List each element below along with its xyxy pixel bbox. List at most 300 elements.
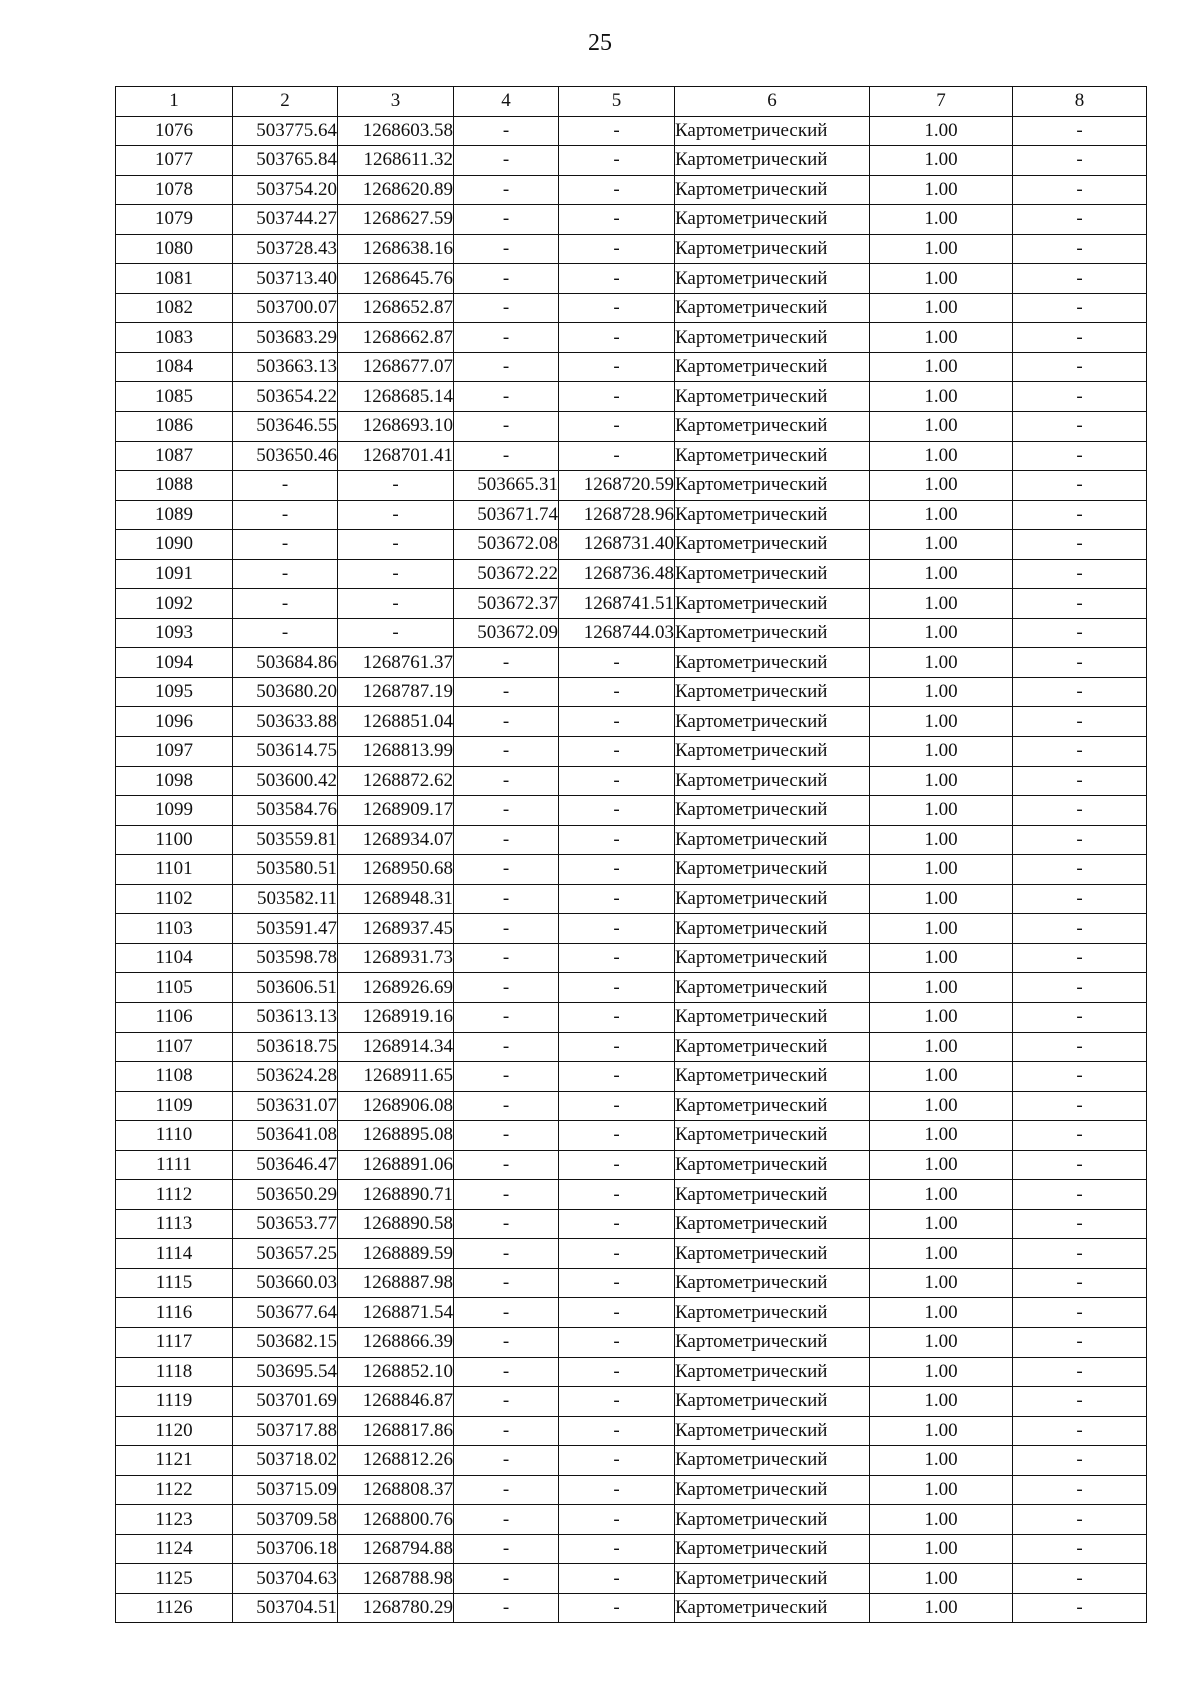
x-coordinate-cell: 503744.27 bbox=[233, 205, 338, 235]
method-cell: Картометрический bbox=[675, 943, 870, 973]
table-row bbox=[116, 796, 1147, 826]
description-cell: - bbox=[1013, 1298, 1147, 1328]
method-cell: Картометрический bbox=[675, 471, 870, 501]
y-coordinate-alt-cell: - bbox=[559, 441, 675, 471]
y-coordinate-cell: 1268794.88 bbox=[338, 1534, 454, 1564]
description-cell: - bbox=[1013, 973, 1147, 1003]
x-coordinate-alt-cell: - bbox=[454, 1505, 559, 1535]
x-coordinate-cell: 503618.75 bbox=[233, 1032, 338, 1062]
description-cell: - bbox=[1013, 884, 1147, 914]
point-number-cell: 1124 bbox=[116, 1534, 233, 1564]
table-row bbox=[116, 648, 1147, 678]
table-row bbox=[116, 707, 1147, 737]
description-cell: - bbox=[1013, 234, 1147, 264]
method-cell: Картометрический bbox=[675, 1327, 870, 1357]
y-coordinate-cell: 1268937.45 bbox=[338, 914, 454, 944]
x-coordinate-cell: 503641.08 bbox=[233, 1121, 338, 1151]
x-coordinate-alt-cell: - bbox=[454, 293, 559, 323]
y-coordinate-cell: 1268788.98 bbox=[338, 1564, 454, 1594]
table-row bbox=[116, 471, 1147, 501]
accuracy-cell: 1.00 bbox=[870, 293, 1013, 323]
table-row bbox=[116, 1209, 1147, 1239]
y-coordinate-cell: - bbox=[338, 559, 454, 589]
description-cell: - bbox=[1013, 1475, 1147, 1505]
method-cell: Картометрический bbox=[675, 1416, 870, 1446]
x-coordinate-alt-cell: - bbox=[454, 175, 559, 205]
table-row bbox=[116, 175, 1147, 205]
table-row bbox=[116, 1564, 1147, 1594]
accuracy-cell: 1.00 bbox=[870, 116, 1013, 146]
x-coordinate-alt-cell: - bbox=[454, 1209, 559, 1239]
y-coordinate-alt-cell: - bbox=[559, 1209, 675, 1239]
column-header: 4 bbox=[454, 87, 559, 117]
y-coordinate-alt-cell: - bbox=[559, 234, 675, 264]
y-coordinate-alt-cell: 1268728.96 bbox=[559, 500, 675, 530]
y-coordinate-cell: 1268846.87 bbox=[338, 1387, 454, 1417]
y-coordinate-alt-cell: - bbox=[559, 1032, 675, 1062]
x-coordinate-alt-cell: - bbox=[454, 1416, 559, 1446]
accuracy-cell: 1.00 bbox=[870, 1357, 1013, 1387]
x-coordinate-alt-cell: - bbox=[454, 1239, 559, 1269]
x-coordinate-alt-cell: - bbox=[454, 855, 559, 885]
x-coordinate-alt-cell: - bbox=[454, 1387, 559, 1417]
point-number-cell: 1109 bbox=[116, 1091, 233, 1121]
y-coordinate-alt-cell: - bbox=[559, 116, 675, 146]
point-number-cell: 1086 bbox=[116, 412, 233, 442]
x-coordinate-cell: 503584.76 bbox=[233, 796, 338, 826]
point-number-cell: 1106 bbox=[116, 1002, 233, 1032]
point-number-cell: 1093 bbox=[116, 618, 233, 648]
x-coordinate-alt-cell: - bbox=[454, 146, 559, 176]
method-cell: Картометрический bbox=[675, 264, 870, 294]
accuracy-cell: 1.00 bbox=[870, 205, 1013, 235]
accuracy-cell: 1.00 bbox=[870, 766, 1013, 796]
x-coordinate-cell: 503754.20 bbox=[233, 175, 338, 205]
x-coordinate-alt-cell: - bbox=[454, 1180, 559, 1210]
y-coordinate-cell: 1268911.65 bbox=[338, 1062, 454, 1092]
y-coordinate-cell: - bbox=[338, 471, 454, 501]
method-cell: Картометрический bbox=[675, 116, 870, 146]
point-number-cell: 1120 bbox=[116, 1416, 233, 1446]
y-coordinate-cell: 1268603.58 bbox=[338, 116, 454, 146]
y-coordinate-cell: 1268851.04 bbox=[338, 707, 454, 737]
page-number: 25 bbox=[588, 30, 612, 56]
point-number-cell: 1121 bbox=[116, 1446, 233, 1476]
x-coordinate-alt-cell: - bbox=[454, 1327, 559, 1357]
accuracy-cell: 1.00 bbox=[870, 825, 1013, 855]
accuracy-cell: 1.00 bbox=[870, 382, 1013, 412]
x-coordinate-cell: 503680.20 bbox=[233, 677, 338, 707]
description-cell: - bbox=[1013, 1446, 1147, 1476]
table-row bbox=[116, 1387, 1147, 1417]
description-cell: - bbox=[1013, 1387, 1147, 1417]
x-coordinate-cell: 503706.18 bbox=[233, 1534, 338, 1564]
accuracy-cell: 1.00 bbox=[870, 707, 1013, 737]
x-coordinate-alt-cell: - bbox=[454, 352, 559, 382]
y-coordinate-cell: 1268761.37 bbox=[338, 648, 454, 678]
y-coordinate-alt-cell: 1268731.40 bbox=[559, 530, 675, 560]
table-row bbox=[116, 1357, 1147, 1387]
x-coordinate-cell: 503701.69 bbox=[233, 1387, 338, 1417]
accuracy-cell: 1.00 bbox=[870, 1416, 1013, 1446]
description-cell: - bbox=[1013, 1505, 1147, 1535]
description-cell: - bbox=[1013, 175, 1147, 205]
accuracy-cell: 1.00 bbox=[870, 943, 1013, 973]
x-coordinate-cell: 503677.64 bbox=[233, 1298, 338, 1328]
point-number-cell: 1105 bbox=[116, 973, 233, 1003]
x-coordinate-alt-cell: - bbox=[454, 382, 559, 412]
x-coordinate-alt-cell: - bbox=[454, 707, 559, 737]
x-coordinate-alt-cell: - bbox=[454, 1593, 559, 1623]
y-coordinate-cell: 1268685.14 bbox=[338, 382, 454, 412]
x-coordinate-cell: 503582.11 bbox=[233, 884, 338, 914]
y-coordinate-alt-cell: - bbox=[559, 205, 675, 235]
description-cell: - bbox=[1013, 116, 1147, 146]
y-coordinate-alt-cell: - bbox=[559, 1062, 675, 1092]
y-coordinate-alt-cell: - bbox=[559, 1534, 675, 1564]
description-cell: - bbox=[1013, 1062, 1147, 1092]
point-number-cell: 1092 bbox=[116, 589, 233, 619]
description-cell: - bbox=[1013, 943, 1147, 973]
table-row bbox=[116, 1002, 1147, 1032]
method-cell: Картометрический bbox=[675, 146, 870, 176]
y-coordinate-cell: 1268611.32 bbox=[338, 146, 454, 176]
y-coordinate-cell: 1268948.31 bbox=[338, 884, 454, 914]
point-number-cell: 1089 bbox=[116, 500, 233, 530]
accuracy-cell: 1.00 bbox=[870, 1475, 1013, 1505]
method-cell: Картометрический bbox=[675, 352, 870, 382]
y-coordinate-alt-cell: - bbox=[559, 707, 675, 737]
description-cell: - bbox=[1013, 500, 1147, 530]
table-row bbox=[116, 1268, 1147, 1298]
x-coordinate-alt-cell: - bbox=[454, 766, 559, 796]
method-cell: Картометрический bbox=[675, 1209, 870, 1239]
point-number-cell: 1083 bbox=[116, 323, 233, 353]
x-coordinate-alt-cell: - bbox=[454, 1268, 559, 1298]
table-row bbox=[116, 1505, 1147, 1535]
x-coordinate-cell: 503646.47 bbox=[233, 1150, 338, 1180]
y-coordinate-alt-cell: - bbox=[559, 825, 675, 855]
x-coordinate-cell: - bbox=[233, 530, 338, 560]
y-coordinate-alt-cell: - bbox=[559, 382, 675, 412]
accuracy-cell: 1.00 bbox=[870, 1180, 1013, 1210]
description-cell: - bbox=[1013, 1002, 1147, 1032]
point-number-cell: 1078 bbox=[116, 175, 233, 205]
x-coordinate-cell: 503728.43 bbox=[233, 234, 338, 264]
x-coordinate-cell: 503650.29 bbox=[233, 1180, 338, 1210]
accuracy-cell: 1.00 bbox=[870, 1327, 1013, 1357]
x-coordinate-alt-cell: 503671.74 bbox=[454, 500, 559, 530]
description-cell: - bbox=[1013, 146, 1147, 176]
table-row bbox=[116, 1534, 1147, 1564]
point-number-cell: 1079 bbox=[116, 205, 233, 235]
accuracy-cell: 1.00 bbox=[870, 1268, 1013, 1298]
y-coordinate-alt-cell: - bbox=[559, 1239, 675, 1269]
x-coordinate-alt-cell: - bbox=[454, 914, 559, 944]
point-number-cell: 1107 bbox=[116, 1032, 233, 1062]
y-coordinate-cell: 1268871.54 bbox=[338, 1298, 454, 1328]
table-row bbox=[116, 737, 1147, 767]
y-coordinate-cell: - bbox=[338, 589, 454, 619]
point-number-cell: 1077 bbox=[116, 146, 233, 176]
table-row bbox=[116, 677, 1147, 707]
point-number-cell: 1118 bbox=[116, 1357, 233, 1387]
accuracy-cell: 1.00 bbox=[870, 412, 1013, 442]
x-coordinate-alt-cell: 503672.37 bbox=[454, 589, 559, 619]
method-cell: Картометрический bbox=[675, 293, 870, 323]
description-cell: - bbox=[1013, 471, 1147, 501]
point-number-cell: 1082 bbox=[116, 293, 233, 323]
x-coordinate-cell: 503559.81 bbox=[233, 825, 338, 855]
x-coordinate-alt-cell: - bbox=[454, 1564, 559, 1594]
x-coordinate-alt-cell: - bbox=[454, 1062, 559, 1092]
x-coordinate-alt-cell: 503672.08 bbox=[454, 530, 559, 560]
accuracy-cell: 1.00 bbox=[870, 1534, 1013, 1564]
accuracy-cell: 1.00 bbox=[870, 1091, 1013, 1121]
y-coordinate-cell: 1268652.87 bbox=[338, 293, 454, 323]
table-row bbox=[116, 1121, 1147, 1151]
x-coordinate-alt-cell: - bbox=[454, 1150, 559, 1180]
x-coordinate-alt-cell: - bbox=[454, 264, 559, 294]
accuracy-cell: 1.00 bbox=[870, 855, 1013, 885]
x-coordinate-alt-cell: 503672.22 bbox=[454, 559, 559, 589]
method-cell: Картометрический bbox=[675, 1446, 870, 1476]
description-cell: - bbox=[1013, 737, 1147, 767]
y-coordinate-alt-cell: - bbox=[559, 1593, 675, 1623]
method-cell: Картометрический bbox=[675, 175, 870, 205]
y-coordinate-cell: 1268800.76 bbox=[338, 1505, 454, 1535]
x-coordinate-cell: 503646.55 bbox=[233, 412, 338, 442]
accuracy-cell: 1.00 bbox=[870, 884, 1013, 914]
y-coordinate-alt-cell: - bbox=[559, 1387, 675, 1417]
x-coordinate-cell: 503663.13 bbox=[233, 352, 338, 382]
x-coordinate-alt-cell: - bbox=[454, 1475, 559, 1505]
y-coordinate-cell: 1268638.16 bbox=[338, 234, 454, 264]
table-body bbox=[116, 116, 1147, 1623]
y-coordinate-alt-cell: - bbox=[559, 1446, 675, 1476]
point-number-cell: 1103 bbox=[116, 914, 233, 944]
x-coordinate-cell: 503704.63 bbox=[233, 1564, 338, 1594]
coordinates-table bbox=[115, 86, 1147, 1623]
y-coordinate-alt-cell: - bbox=[559, 737, 675, 767]
description-cell: - bbox=[1013, 1534, 1147, 1564]
y-coordinate-alt-cell: - bbox=[559, 1121, 675, 1151]
y-coordinate-alt-cell: - bbox=[559, 766, 675, 796]
y-coordinate-alt-cell: - bbox=[559, 1298, 675, 1328]
column-header: 8 bbox=[1013, 87, 1147, 117]
accuracy-cell: 1.00 bbox=[870, 1150, 1013, 1180]
description-cell: - bbox=[1013, 1150, 1147, 1180]
description-cell: - bbox=[1013, 1268, 1147, 1298]
description-cell: - bbox=[1013, 1180, 1147, 1210]
method-cell: Картометрический bbox=[675, 707, 870, 737]
description-cell: - bbox=[1013, 293, 1147, 323]
point-number-cell: 1108 bbox=[116, 1062, 233, 1092]
description-cell: - bbox=[1013, 618, 1147, 648]
y-coordinate-alt-cell: - bbox=[559, 973, 675, 1003]
y-coordinate-cell: 1268919.16 bbox=[338, 1002, 454, 1032]
y-coordinate-alt-cell: - bbox=[559, 677, 675, 707]
description-cell: - bbox=[1013, 1121, 1147, 1151]
method-cell: Картометрический bbox=[675, 914, 870, 944]
table-row bbox=[116, 825, 1147, 855]
x-coordinate-cell: 503704.51 bbox=[233, 1593, 338, 1623]
description-cell: - bbox=[1013, 412, 1147, 442]
method-cell: Картометрический bbox=[675, 323, 870, 353]
y-coordinate-alt-cell: - bbox=[559, 1268, 675, 1298]
method-cell: Картометрический bbox=[675, 1505, 870, 1535]
column-header: 7 bbox=[870, 87, 1013, 117]
y-coordinate-alt-cell: 1268736.48 bbox=[559, 559, 675, 589]
description-cell: - bbox=[1013, 352, 1147, 382]
x-coordinate-alt-cell: - bbox=[454, 1446, 559, 1476]
y-coordinate-cell: 1268693.10 bbox=[338, 412, 454, 442]
point-number-cell: 1114 bbox=[116, 1239, 233, 1269]
description-cell: - bbox=[1013, 1593, 1147, 1623]
description-cell: - bbox=[1013, 1357, 1147, 1387]
description-cell: - bbox=[1013, 441, 1147, 471]
y-coordinate-cell: 1268890.71 bbox=[338, 1180, 454, 1210]
table-row bbox=[116, 766, 1147, 796]
y-coordinate-cell: 1268931.73 bbox=[338, 943, 454, 973]
method-cell: Картометрический bbox=[675, 1534, 870, 1564]
method-cell: Картометрический bbox=[675, 825, 870, 855]
description-cell: - bbox=[1013, 766, 1147, 796]
accuracy-cell: 1.00 bbox=[870, 352, 1013, 382]
point-number-cell: 1091 bbox=[116, 559, 233, 589]
point-number-cell: 1090 bbox=[116, 530, 233, 560]
y-coordinate-cell: 1268662.87 bbox=[338, 323, 454, 353]
table-row bbox=[116, 352, 1147, 382]
accuracy-cell: 1.00 bbox=[870, 500, 1013, 530]
y-coordinate-alt-cell: 1268720.59 bbox=[559, 471, 675, 501]
table-row bbox=[116, 1593, 1147, 1623]
x-coordinate-alt-cell: - bbox=[454, 234, 559, 264]
method-cell: Картометрический bbox=[675, 1121, 870, 1151]
x-coordinate-alt-cell: - bbox=[454, 1002, 559, 1032]
x-coordinate-cell: 503631.07 bbox=[233, 1091, 338, 1121]
x-coordinate-alt-cell: - bbox=[454, 323, 559, 353]
table-row bbox=[116, 884, 1147, 914]
x-coordinate-cell: 503660.03 bbox=[233, 1268, 338, 1298]
accuracy-cell: 1.00 bbox=[870, 1062, 1013, 1092]
table-row bbox=[116, 1062, 1147, 1092]
point-number-cell: 1096 bbox=[116, 707, 233, 737]
x-coordinate-alt-cell: - bbox=[454, 796, 559, 826]
y-coordinate-cell: 1268627.59 bbox=[338, 205, 454, 235]
table-row bbox=[116, 1180, 1147, 1210]
y-coordinate-alt-cell: - bbox=[559, 1416, 675, 1446]
table-row bbox=[116, 146, 1147, 176]
accuracy-cell: 1.00 bbox=[870, 796, 1013, 826]
method-cell: Картометрический bbox=[675, 766, 870, 796]
y-coordinate-cell: 1268701.41 bbox=[338, 441, 454, 471]
x-coordinate-alt-cell: 503672.09 bbox=[454, 618, 559, 648]
x-coordinate-cell: 503613.13 bbox=[233, 1002, 338, 1032]
method-cell: Картометрический bbox=[675, 1593, 870, 1623]
point-number-cell: 1116 bbox=[116, 1298, 233, 1328]
x-coordinate-cell: 503598.78 bbox=[233, 943, 338, 973]
accuracy-cell: 1.00 bbox=[870, 441, 1013, 471]
description-cell: - bbox=[1013, 796, 1147, 826]
y-coordinate-cell: 1268780.29 bbox=[338, 1593, 454, 1623]
x-coordinate-cell: 503633.88 bbox=[233, 707, 338, 737]
description-cell: - bbox=[1013, 323, 1147, 353]
point-number-cell: 1122 bbox=[116, 1475, 233, 1505]
y-coordinate-cell: - bbox=[338, 500, 454, 530]
point-number-cell: 1104 bbox=[116, 943, 233, 973]
table-row bbox=[116, 205, 1147, 235]
y-coordinate-alt-cell: - bbox=[559, 412, 675, 442]
x-coordinate-cell: 503580.51 bbox=[233, 855, 338, 885]
point-number-cell: 1088 bbox=[116, 471, 233, 501]
accuracy-cell: 1.00 bbox=[870, 1564, 1013, 1594]
point-number-cell: 1112 bbox=[116, 1180, 233, 1210]
point-number-cell: 1113 bbox=[116, 1209, 233, 1239]
column-header: 2 bbox=[233, 87, 338, 117]
y-coordinate-cell: 1268645.76 bbox=[338, 264, 454, 294]
table-row bbox=[116, 412, 1147, 442]
x-coordinate-cell: 503765.84 bbox=[233, 146, 338, 176]
table-row bbox=[116, 559, 1147, 589]
point-number-cell: 1081 bbox=[116, 264, 233, 294]
y-coordinate-alt-cell: - bbox=[559, 1002, 675, 1032]
table-row bbox=[116, 1150, 1147, 1180]
method-cell: Картометрический bbox=[675, 677, 870, 707]
x-coordinate-cell: 503600.42 bbox=[233, 766, 338, 796]
accuracy-cell: 1.00 bbox=[870, 648, 1013, 678]
accuracy-cell: 1.00 bbox=[870, 589, 1013, 619]
description-cell: - bbox=[1013, 1091, 1147, 1121]
y-coordinate-cell: 1268890.58 bbox=[338, 1209, 454, 1239]
x-coordinate-cell: 503715.09 bbox=[233, 1475, 338, 1505]
x-coordinate-cell: - bbox=[233, 618, 338, 648]
point-number-cell: 1094 bbox=[116, 648, 233, 678]
y-coordinate-alt-cell: - bbox=[559, 352, 675, 382]
x-coordinate-alt-cell: - bbox=[454, 205, 559, 235]
y-coordinate-alt-cell: 1268744.03 bbox=[559, 618, 675, 648]
accuracy-cell: 1.00 bbox=[870, 175, 1013, 205]
accuracy-cell: 1.00 bbox=[870, 471, 1013, 501]
x-coordinate-cell: 503614.75 bbox=[233, 737, 338, 767]
accuracy-cell: 1.00 bbox=[870, 1298, 1013, 1328]
method-cell: Картометрический bbox=[675, 441, 870, 471]
description-cell: - bbox=[1013, 1564, 1147, 1594]
table-row bbox=[116, 441, 1147, 471]
method-cell: Картометрический bbox=[675, 500, 870, 530]
accuracy-cell: 1.00 bbox=[870, 1505, 1013, 1535]
method-cell: Картометрический bbox=[675, 648, 870, 678]
column-header: 5 bbox=[559, 87, 675, 117]
y-coordinate-cell: 1268808.37 bbox=[338, 1475, 454, 1505]
description-cell: - bbox=[1013, 707, 1147, 737]
point-number-cell: 1110 bbox=[116, 1121, 233, 1151]
accuracy-cell: 1.00 bbox=[870, 737, 1013, 767]
y-coordinate-alt-cell: - bbox=[559, 1180, 675, 1210]
accuracy-cell: 1.00 bbox=[870, 1002, 1013, 1032]
table-row bbox=[116, 1091, 1147, 1121]
description-cell: - bbox=[1013, 1209, 1147, 1239]
y-coordinate-cell: 1268950.68 bbox=[338, 855, 454, 885]
y-coordinate-alt-cell: - bbox=[559, 1505, 675, 1535]
description-cell: - bbox=[1013, 1239, 1147, 1269]
y-coordinate-alt-cell: - bbox=[559, 1357, 675, 1387]
point-number-cell: 1101 bbox=[116, 855, 233, 885]
accuracy-cell: 1.00 bbox=[870, 1593, 1013, 1623]
table-row bbox=[116, 116, 1147, 146]
y-coordinate-cell: 1268889.59 bbox=[338, 1239, 454, 1269]
method-cell: Картометрический bbox=[675, 1150, 870, 1180]
